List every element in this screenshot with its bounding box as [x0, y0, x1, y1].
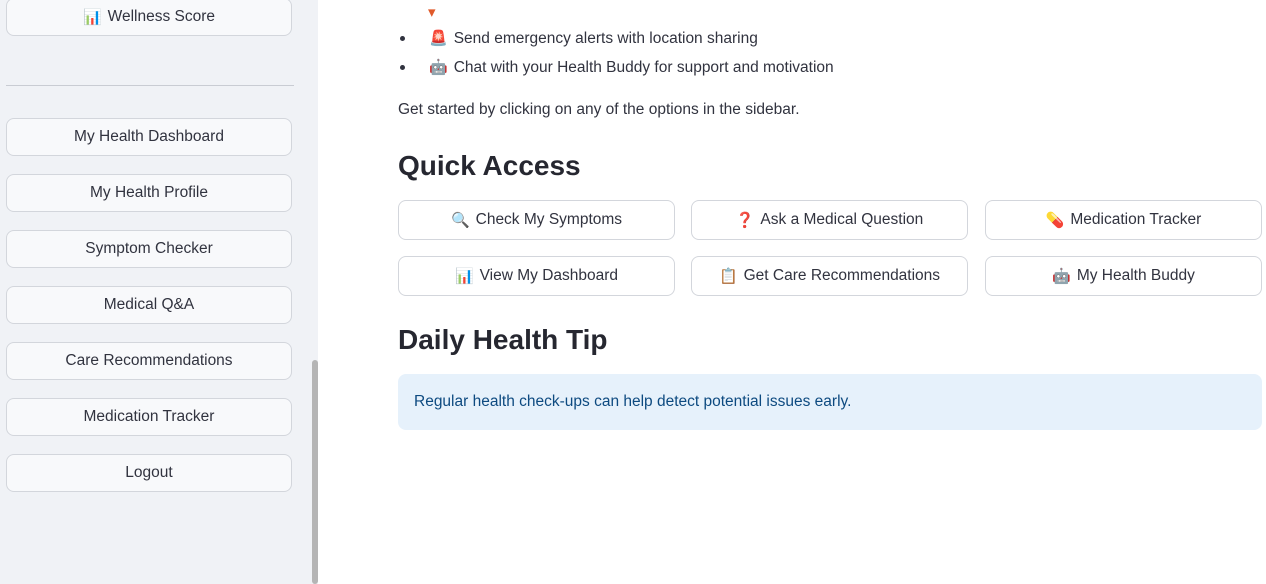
robot-icon: 🤖 [1052, 268, 1071, 285]
nav-care-recommendations-button[interactable] [6, 342, 292, 380]
daily-tip-alert [398, 374, 1262, 430]
bar-chart-icon: 📊 [454, 268, 474, 285]
daily-tip-heading: Daily Health Tip [398, 324, 608, 355]
medication-tracker-button[interactable] [985, 200, 1262, 240]
logout-button[interactable] [6, 454, 292, 492]
view-dashboard-button[interactable] [398, 256, 675, 296]
nav-label: Logout [125, 464, 173, 481]
bar-chart-icon: 📊 [82, 9, 102, 26]
nav-medication-tracker-button[interactable] [6, 398, 292, 436]
magnifier-icon: 🔍 [450, 212, 470, 229]
bullet [400, 36, 405, 41]
clipped-emoji: ▾ [428, 6, 436, 20]
button-label: Ask a Medical Question [760, 211, 924, 228]
wellness-score-button[interactable] [6, 0, 292, 36]
nav-my-health-dashboard-button[interactable] [6, 118, 292, 156]
nav-label: My Health Profile [89, 184, 208, 201]
sidebar-divider [6, 85, 294, 86]
sidebar [0, 0, 318, 584]
button-label: My Health Buddy [1076, 267, 1195, 284]
feature-text: Send emergency alerts with location sharing [453, 30, 758, 47]
quick-access-heading: Quick Access [398, 150, 581, 181]
robot-icon: 🤖 [429, 59, 448, 76]
clipboard-icon: 📋 [718, 268, 738, 285]
nav-my-health-profile-button[interactable] [6, 174, 292, 212]
daily-tip-text: Regular health check-ups can help detect potential issues early. [414, 393, 852, 410]
list-item [398, 27, 758, 51]
check-symptoms-button[interactable] [398, 200, 675, 240]
nav-label: Symptom Checker [85, 240, 213, 257]
sidebar-scrollbar[interactable] [312, 360, 318, 584]
wellness-score-label: Wellness Score [107, 8, 216, 25]
button-label: Get Care Recommendations [743, 267, 941, 284]
button-label: Check My Symptoms [475, 211, 623, 228]
siren-icon: 🚨 [429, 30, 448, 47]
nav-medical-qa-button[interactable] [6, 286, 292, 324]
button-label: View My Dashboard [479, 267, 619, 284]
care-recommendations-button[interactable] [691, 256, 968, 296]
pill-icon: 💊 [1045, 212, 1065, 229]
nav-label: My Health Dashboard [74, 128, 224, 145]
nav-label: Medication Tracker [83, 408, 215, 425]
clipped-list-item [428, 6, 508, 20]
intro-text: Get started by clicking on any of the options in the sidebar. [398, 101, 800, 118]
ask-medical-question-button[interactable] [691, 200, 968, 240]
question-icon: ❓ [735, 212, 755, 229]
bullet [400, 65, 405, 70]
nav-label: Medical Q&A [103, 296, 195, 313]
main-content [398, 0, 1262, 584]
health-buddy-button[interactable] [985, 256, 1262, 296]
feature-text: Chat with your Health Buddy for support and motivation [453, 59, 834, 76]
nav-label: Care Recommendations [65, 352, 233, 369]
button-label: Medication Tracker [1070, 211, 1202, 228]
nav-symptom-checker-button[interactable] [6, 230, 292, 268]
list-item [398, 56, 834, 80]
